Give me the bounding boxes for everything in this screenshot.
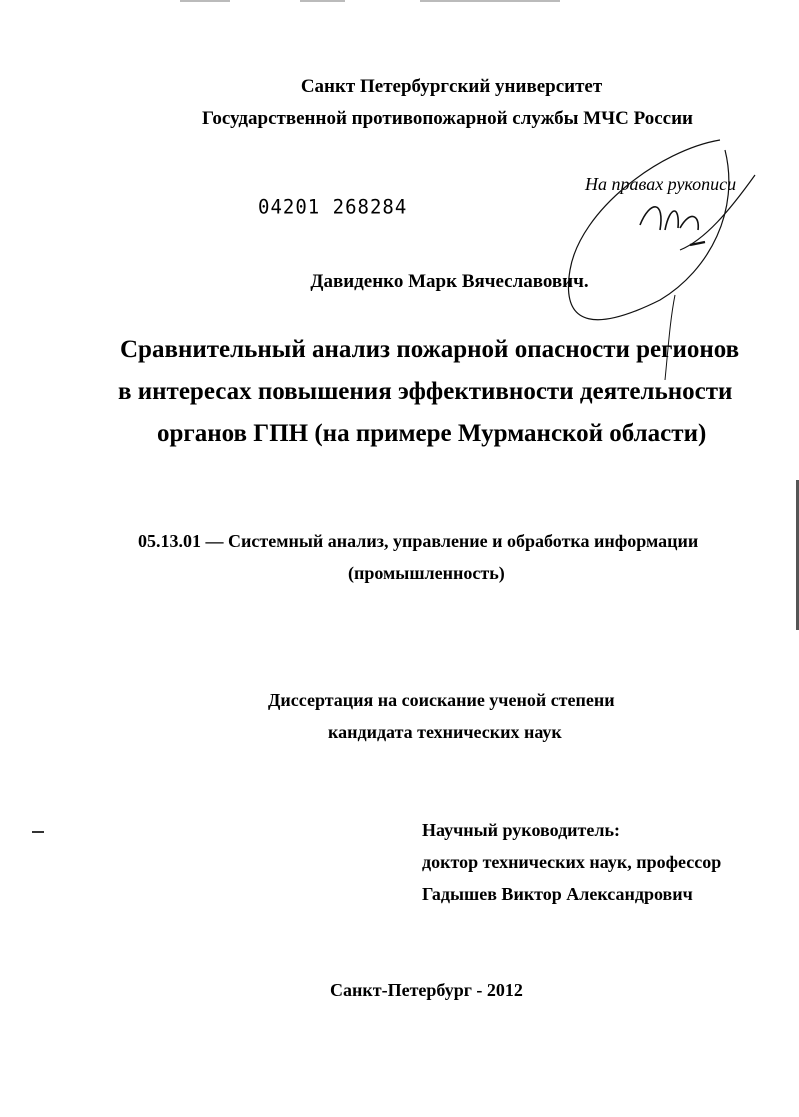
specialty-code-line: 05.13.01 — Системный анализ, управление и обработка информации (138, 531, 699, 551)
author-name: Давиденко Марк Вячеславович. (310, 271, 589, 292)
institution-line-2: Государственной противопожарной службы МЧС России (202, 108, 693, 129)
institution-line-1: Санкт Петербургский университет (300, 76, 603, 97)
registration-stamp: 04201 268284 (258, 195, 408, 219)
manuscript-rights-note: На правах рукописи (585, 174, 737, 194)
specialty-field-line: (промышленность) (348, 563, 505, 583)
supervisor-degree: доктор технических наук, профессор (422, 852, 722, 872)
title-line-2: в интересах повышения эффективности деятельности (118, 378, 733, 405)
top-edge-scan-marks (0, 0, 799, 6)
title-line-1: Сравнительный анализ пожарной опасности регионов (120, 336, 740, 363)
dissertation-degree-line-2: кандидата технических наук (328, 722, 562, 742)
supervisor-label: Научный руководитель: (422, 820, 620, 840)
dissertation-degree-line-1: Диссертация на соискание ученой степени (268, 690, 615, 710)
city-year: Санкт-Петербург - 2012 (330, 980, 523, 1000)
supervisor-name: Гадышев Виктор Александрович (422, 884, 693, 904)
title-line-3: органов ГПН (на примере Мурманской области) (157, 420, 707, 447)
margin-dash-mark (32, 831, 44, 833)
